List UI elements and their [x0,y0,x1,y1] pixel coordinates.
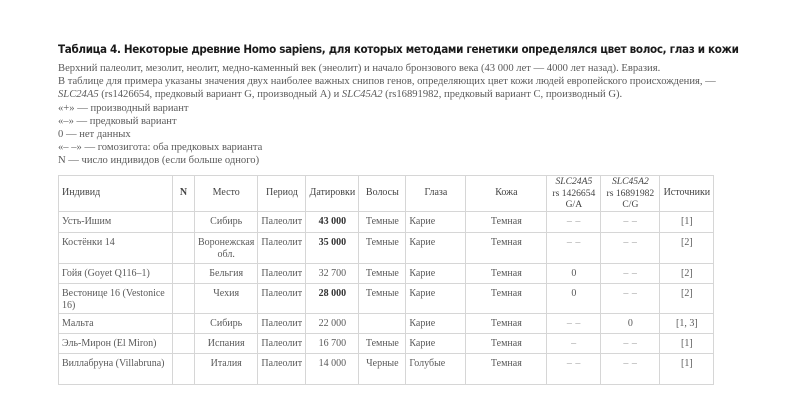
table-header-row [59,176,714,212]
legend-item: 0 — нет данных [58,129,131,141]
header-sources: Источники [660,176,714,212]
cell-individual: Виллабруна (Villabruna) [59,353,173,384]
header-eyes: Глаза [406,176,466,212]
cell-eyes: Карие [406,211,466,232]
cell-period: Палеолит [258,313,306,333]
cell-period: Палеолит [258,263,306,283]
table-row [59,313,714,333]
cell-individual: Усть-Ишим [59,211,173,232]
cell-gene2: – – [601,333,660,353]
gene2-alleles: C/G [622,199,639,210]
cell-dating: 35 000 [306,232,359,263]
cell-gene1: 0 [547,283,601,313]
header-place: Место [195,176,258,212]
description-line-3-mid: (rs1426654, предковый вариант G, производный А) и [98,89,342,101]
cell-eyes: Карие [406,313,466,333]
cell-gene2: – – [601,353,660,384]
cell-gene2: – – [601,263,660,283]
cell-skin: Темная [466,232,547,263]
description-line-3-end: (rs16891982, предковый вариант C, производный G). [382,89,623,101]
cell-sources: [1] [660,211,714,232]
cell-dating: 43 000 [306,211,359,232]
cell-n [173,263,195,283]
cell-gene1: – – [547,353,601,384]
cell-individual: Эль-Мирон (El Miron) [59,333,173,353]
cell-gene2: – – [601,232,660,263]
description-line-1: Верхний палеолит, мезолит, неолит, медно-каменный век (энеолит) и начало бронзового века (43 000 лет — 4000 лет назад). Евразия. [58,63,661,74]
cell-dating: 32 700 [306,263,359,283]
cell-gene2: – – [601,283,660,313]
cell-place: Чехия [195,283,258,313]
cell-gene1: 0 [547,263,601,283]
cell-n [173,353,195,384]
cell-gene1: – – [547,313,601,333]
legend-item: N — число индивидов (если больше одного) [58,155,260,167]
cell-hair: Темные [359,333,406,353]
legend-item: «–» — предковый вариант [58,115,177,127]
header-period: Период [258,176,306,212]
table-row [59,353,714,384]
cell-sources: [2] [660,283,714,313]
gene1-name: SLC24A5 [555,176,593,187]
cell-individual: Мальта [59,313,173,333]
cell-skin: Темная [466,333,547,353]
cell-period: Палеолит [258,211,306,232]
cell-sources: [2] [660,232,714,263]
cell-skin: Темная [466,263,547,283]
cell-sources: [1] [660,353,714,384]
cell-n [173,313,195,333]
header-gene-slc24a5 [547,176,601,212]
cell-hair: Черные [359,353,406,384]
gene-name-slc24a5: SLC24A5 [58,89,99,101]
cell-n [173,232,195,263]
cell-hair [359,313,406,333]
table-description [58,62,716,168]
cell-eyes: Карие [406,232,466,263]
table-row [59,263,714,283]
header-hair: Волосы [359,176,406,212]
cell-gene1: – [547,333,601,353]
cell-dating: 22 000 [306,313,359,333]
cell-eyes: Карие [406,283,466,313]
table-row [59,211,714,232]
cell-hair: Темные [359,263,406,283]
cell-place: Бельгия [195,263,258,283]
cell-skin: Темная [466,313,547,333]
header-individual: Индивид [59,176,173,212]
cell-gene1: – – [547,232,601,263]
cell-period: Палеолит [258,283,306,313]
cell-dating: 14 000 [306,353,359,384]
cell-gene1: – – [547,211,601,232]
cell-dating: 28 000 [306,283,359,313]
table-row [59,232,714,263]
cell-gene2: 0 [601,313,660,333]
gene1-rs: rs 1426654 [552,187,596,199]
header-n: N [173,176,195,212]
cell-n [173,333,195,353]
gene1-alleles: G/A [565,199,583,210]
cell-individual: Гойя (Goyet Q116–1) [59,263,173,283]
cell-place: Испания [195,333,258,353]
legend-item: «– –» — гомозигота: оба предковых варианта [58,142,263,154]
cell-place: Италия [195,353,258,384]
header-skin: Кожа [466,176,547,212]
cell-place: Сибирь [195,211,258,232]
cell-period: Палеолит [258,353,306,384]
cell-eyes: Карие [406,333,466,353]
table-title: Таблица 4. Некоторые древние Homo sapiens, для которых методами генетики определялся цвет волос, глаз и кожи [58,43,739,56]
cell-hair: Темные [359,283,406,313]
gene2-rs: rs 16891982 [606,187,655,199]
cell-period: Палеолит [258,232,306,263]
header-gene-slc45a2 [601,176,660,212]
table-row [59,283,714,313]
cell-hair: Темные [359,232,406,263]
cell-skin: Темная [466,283,547,313]
gene2-name: SLC45A2 [611,176,649,187]
cell-n [173,211,195,232]
data-table [58,175,714,385]
cell-individual: Костёнки 14 [59,232,173,263]
table-row [59,333,714,353]
cell-place: Воронежская обл. [195,232,258,263]
cell-gene2: – – [601,211,660,232]
description-line-2: В таблице для примера указаны значения двух наиболее важных снипов генов, определяющих цвет кожи людей европейского происхождения, — [58,76,716,88]
cell-eyes: Голубые [406,353,466,384]
cell-sources: [1, 3] [660,313,714,333]
cell-hair: Темные [359,211,406,232]
description-line-3 [58,88,716,101]
cell-individual: Вестонице 16 (Vestonice 16) [59,283,173,313]
cell-period: Палеолит [258,333,306,353]
cell-sources: [2] [660,263,714,283]
cell-place: Сибирь [195,313,258,333]
gene-name-slc45a2: SLC45A2 [341,89,383,101]
cell-skin: Темная [466,353,547,384]
cell-dating: 16 700 [306,333,359,353]
cell-eyes: Карие [406,263,466,283]
cell-skin: Темная [466,211,547,232]
legend-item: «+» — производный вариант [58,102,189,114]
header-dating: Датировки [306,176,359,212]
cell-n [173,283,195,313]
cell-sources: [1] [660,333,714,353]
